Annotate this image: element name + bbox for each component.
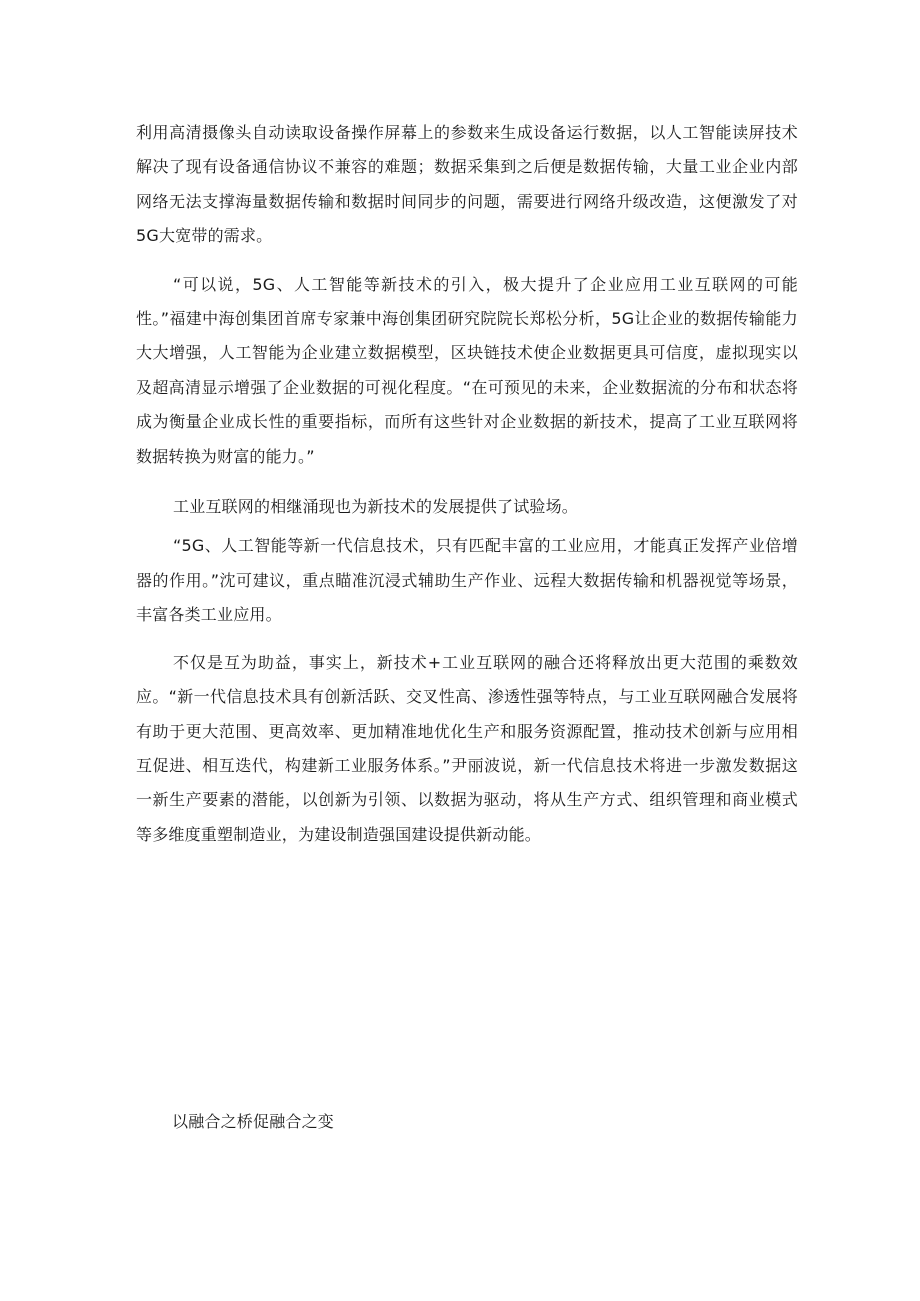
section-heading: 以融合之桥促融合之变: [172, 1112, 335, 1131]
paragraph-1: 利用高清摄像头自动读取设备操作屏幕上的参数来生成设备运行数据，以人工智能读屏技术解决了现有设备通信协议不兼容的难题；数据采集到之后便是数据传输，大量工业企业内部网络无法支撑海量数据传输和数据时间同步的问题，需要进行网络升级改造，这便激发了对5G大宽带的需求。: [136, 123, 798, 246]
paragraph-3: 工业互联网的相继涌现也为新技术的发展提供了试验场。: [173, 497, 579, 517]
paragraph-4: “5G、人工智能等新一代信息技术，只有匹配丰富的工业应用，才能真正发挥产业倍增器的作用。”沈可建议，重点瞄准沉浸式辅助生产作业、远程大数据传输和机器视觉等场景，丰富各类工业应用。: [136, 536, 798, 625]
document-body: [136, 116, 798, 852]
paragraph-2: “可以说，5G、人工智能等新技术的引入，极大提升了企业应用工业互联网的可能性。”福建中海创集团首席专家兼中海创集团研究院院长郑松分析，5G让企业的数据传输能力大大增强，人工智能为企业建立数据模型，区块链技术使企业数据更具可信度，虚拟现实以及超高清显示增强了企业数据的可视化程度。“在可预见的未来，企业数据流的分布和状态将成为衡量企业成长性的重要指标，而所有这些针对企业数据的新技术，提高了工业互联网将数据转换为财富的能力。”: [136, 274, 798, 466]
paragraph-5: 不仅是互为助益，事实上，新技术+工业互联网的融合还将释放出更大范围的乘数效应。“新一代信息技术具有创新活跃、交叉性高、渗透性强等特点，与工业互联网融合发展将有助于更大范围、更高效率、更加精准地优化生产和服务资源配置，推动技术创新与应用相互促进、相互迭代，构建新工业服务体系。”尹丽波说，新一代信息技术将进一步激发数据这一新生产要素的潜能，以创新为引领、以数据为驱动，将从生产方式、组织管理和商业模式等多维度重塑制造业，为建设制造强国建设提供新动能。: [136, 652, 798, 844]
